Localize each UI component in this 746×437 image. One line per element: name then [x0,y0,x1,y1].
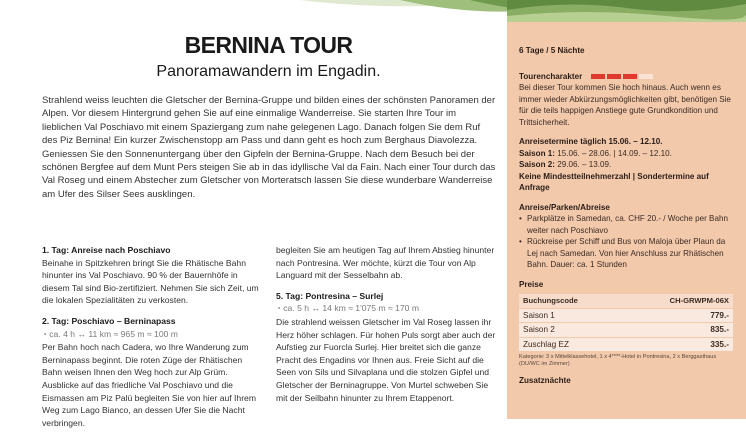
prices-section [519,279,737,386]
tourencharakter-text: Bei dieser Tour kommen Sie hoch hinaus. Auch wenn es immer wieder Abkürzungsmöglichkeiten gibt, benötigen Sie für die teils happigen Anstiege gute Grundkondition und Trittsicherheit. [519,83,731,127]
sidebar-content [519,45,737,386]
itinerary-right-column [276,244,498,412]
difficulty-segment [607,74,621,79]
day-2-meta-text: ca. 4 h ↔ 11 km ≈ 965 m ≈ 100 m [49,328,178,339]
intro-paragraph: Strahlend weiss leuchten die Gletscher der Bernina-Gruppe und bilden eines der schönsten Panoramen der Alpen. Vor diesem Hintergrund gehen Sie auf eine einmalige Wanderreise. Sie starten Ihre Tour im lieblichen Val Poschiavo mit einem Spaziergang zum nahe gelegenen Lago. Danach folgen Sie dem Ruf des Piz Bernina! Ein kurzer Zwischenstopp am Pass und dann geht es hoch zum Berghaus Diavolezza. Geniessen Sie den Sonnenuntergang über den Gipfeln der Bernina-Gruppe. Nach dem Besuch bei der schönen Bergfee auf dem Munt Pers steigen Sie ab in das idyllische Val da Fain. Nach einer Tour durch das Val Roseg und einem Abstecher zum Gletscher von Morteratsch lassen Sie diese wunderbare Wanderreise am Ufer des Silser Sees ausklingen. [42,95,496,200]
saison2-label: Saison 2: [519,160,555,170]
difficulty-rating [591,71,655,83]
day-5-title: 5. Tag: Pontresina – Surlej [276,290,384,301]
day-1-text: Beinahe in Spitzkehren bringt Sie die Rhätische Bahn hinunter ins Val Poschiavo. 90 % der Bauernhöfe in diesem Tal sind Bio-zertifiziert. Nehmen Sie sich Zeit, um die lokalen Spezialitäten zu verkosten. [42,257,259,306]
category-note: Kategorie: 3 x Mittelklassehotel, 1 x 4****-Hotel in Pontresina, 2 x Berggasthaus (DU/WC im Zimmer) [519,354,717,368]
itinerary-left-column [42,244,264,437]
day-2 [42,315,264,429]
table-header-code-label: Buchungscode [519,294,622,308]
prices-heading: Preise [519,279,544,289]
saison2-value: 29.06. – 13.09. [557,160,612,170]
table-header-code-value: CH-GRWPM-06X [622,294,733,308]
sidebar-photo [507,0,746,22]
table-row [519,337,733,351]
day-4-continued-text: begleiten Sie am heutigen Tag auf Ihrem Abstieg hinunter nach Pontresina. Wer möchte, kürzt die Tour von Alp Languard mit der Sesselbahn ab. [276,245,495,281]
price-table [519,294,733,351]
day-1-title: 1. Tag: Anreise nach Poschiavo [42,245,171,255]
saison1-label: Saison 1: [519,148,555,158]
main-content [0,22,507,428]
table-cell: 335.- [622,337,733,351]
day-5 [276,290,498,404]
table-cell: 835.- [622,323,733,338]
day-2-title: 2. Tag: Poschiavo – Berninapass [42,315,176,326]
day-2-text: Per Bahn hoch nach Cadera, wo Ihre Wanderung zum Berninapass beginnt. Die roten Züge der Rhätischen Bahn weisen Ihnen den Weg hoch zur Alp Grüm. Ausblicke auf das friedliche Val Poschiavo und die Eismassen am Piz Palü begleiten Sie von hier auf Ihrem Weg zum Lago Bianco, an dessen Ufer Sie die Nacht verbringen. [42,342,256,428]
clock-icon: ◔ [42,329,47,339]
page-subtitle: Panoramawandern im Engadin. [156,63,381,80]
day-5-meta-text: ca. 5 h ↔ 14 km ≈ 1'075 m ≈ 170 m [283,303,419,314]
dates-section [519,136,737,194]
clock-icon: ◔ [276,304,281,314]
travel-list [519,213,737,271]
table-row [519,308,733,323]
day-4-continuation [276,244,498,282]
day-2-meta [42,328,264,342]
difficulty-segment [623,74,637,79]
tourencharakter-heading: Tourencharakter [519,71,583,81]
table-header-row [519,294,733,308]
difficulty-segment [591,74,605,79]
anreise-value: täglich 15.06. – 12.10. [580,137,663,147]
info-sidebar [507,0,746,419]
table-cell: Saison 1 [519,308,622,323]
day-1 [42,244,264,307]
day-5-text: Die strahlend weissen Gletscher im Val Roseg lassen ihr Herz höher schlagen. Für hohen Puls sorgt aber auch der Aufstieg zur Fuorcla Surlej. Hier breitet sich die ganze Pracht des Engadins vor Ihnen aus. Freie Sicht auf die Seen von Sils und Silvaplana und die stolzen Gipfel und Gletscher der Berninagruppe. Von Murtel schweben Sie mit der Seilbahn hinunter zu Ihrem Etappenort. [276,316,496,403]
min-participants: Keine Mindestteilnehmerzahl | Sondertermine auf Anfrage [519,171,709,193]
table-row [519,323,733,338]
tour-duration: 6 Tage / 5 Nächte [519,46,585,55]
table-cell: 779.- [622,308,733,323]
travel-heading: Anreise/Parken/Abreise [519,202,610,212]
tourencharakter-section [519,71,737,129]
list-item: • Rückreise per Schiff und Bus von Maloja über Plaun da Lej nach Samedan. Von hier Anschluss zur Rhätischen Bahn. Dauer: ca. 1 Stunden [527,236,737,271]
travel-section [519,202,737,271]
day-5-meta [276,302,498,316]
table-cell: Saison 2 [519,323,622,338]
list-item: • Parkplätze in Samedan, ca. CHF 20.- / Woche per Bahn weiter nach Poschiavo [527,213,737,236]
extras-heading: Zusatznächte [519,375,571,385]
saison1-value: 15.06. – 28.06. | 14.09. – 12.10. [557,148,672,158]
anreise-label: Anreisetermine [519,137,578,147]
page-title: BERNINA TOUR [184,32,353,58]
table-cell: Zuschlag EZ [519,337,622,351]
difficulty-segment [639,74,653,79]
